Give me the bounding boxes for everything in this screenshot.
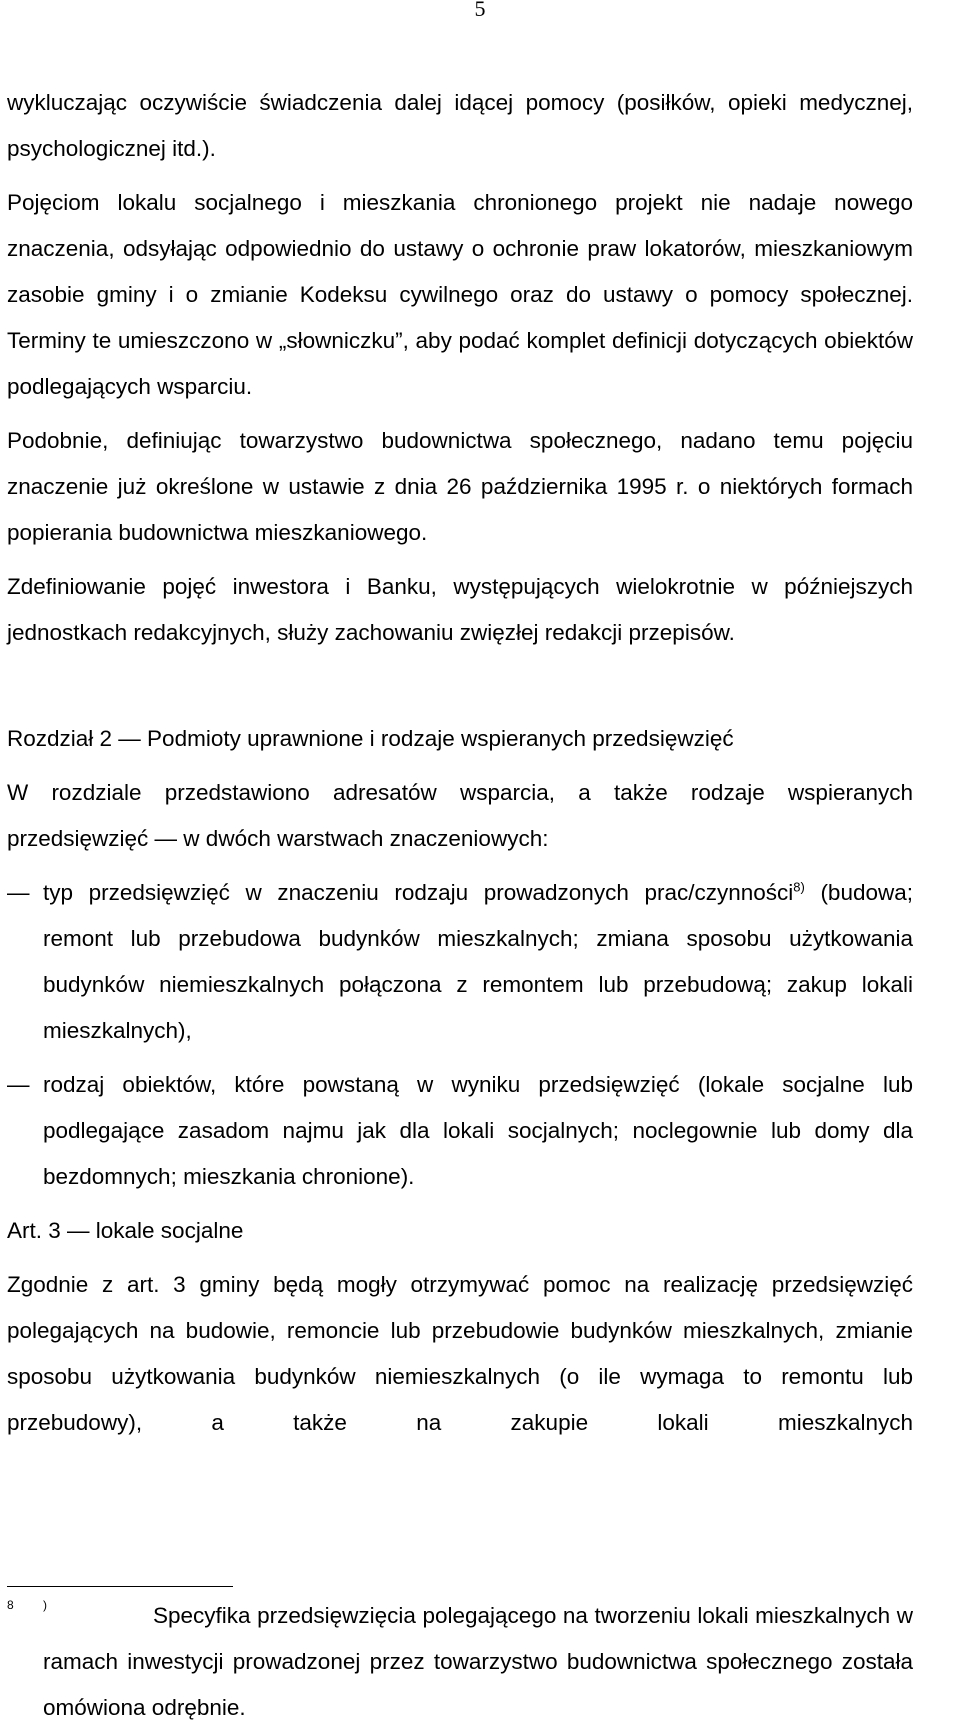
footnote-reference: 8): [793, 879, 805, 895]
footnote-separator: [7, 1586, 233, 1587]
paragraph-investor-bank: Zdefiniowanie pojęć inwestora i Banku, występujących wielokrotnie w późniejszych jednostkach redakcyjnych, służy zachowaniu zwięzłej redakcji przepisów.: [7, 574, 913, 645]
paragraph-intro-continuation: wykluczając oczywiście świadczenia dalej idącej pomocy (posiłków, opieki medycznej, psychologicznej itd.).: [7, 90, 913, 161]
list-item: [7, 1062, 913, 1200]
list-item-text: rodzaj obiektów, które powstaną w wyniku przedsięwzięć (lokale socjalne lub podlegające zasadom najmu jak dla lokali socjalnych; noclegownie lub domy dla bezdomnych; mieszkania chronione).: [43, 1072, 913, 1189]
chapter-2-heading: Rozdział 2 — Podmioty uprawnione i rodzaje wspieranych przedsięwzięć: [7, 726, 734, 751]
list-item-text: typ przedsięwzięć w znaczeniu rodzaju prowadzonych prac/czynności: [43, 880, 794, 905]
art-3-heading: Art. 3 — lokale socjalne: [7, 1218, 244, 1243]
list-item: [7, 870, 913, 1054]
footnote-number: 8: [7, 1598, 14, 1612]
chapter-2-intro: W rozdziale przedstawiono adresatów wsparcia, a także rodzaje wspieranych przedsięwzięć — w dwóch warstwach znaczeniowych:: [7, 780, 913, 851]
document-body: [7, 80, 913, 1446]
paragraph-social-premises: Pojęciom lokalu socjalnego i mieszkania chronionego projekt nie nadaje nowego znaczenia, odsyłając odpowiednio do ustawy o ochronie praw lokatorów, mieszkaniowym zasobie gminy i o zmianie Kodeksu cywilnego oraz do ustawy o pomocy społecznej. Terminy te umieszczono w „słowniczku”, aby podać komplet definicji dotyczących obiektów podlegających wsparciu.: [7, 190, 913, 399]
art-3-text: Zgodnie z art. 3 gminy będą mogły otrzymywać pomoc na realizację przedsięwzięć polegających na budowie, remoncie lub przebudowie budynków mieszkalnych, zmianie sposobu użytkowania budynków niemieszkalnych (o ile wymaga to remontu lub przebudowy), a także na zakupie lokali mieszkalnych: [7, 1272, 913, 1435]
footnote: [7, 1593, 913, 1731]
paragraph-tbs-definition: Podobnie, definiując towarzystwo budownictwa społecznego, nadano temu pojęciu znaczenie już określone w ustawie z dnia 26 października 1995 r. o niektórych formach popierania budownictwa mieszkaniowego.: [7, 428, 913, 545]
list-item-text-continued: (budowa; remont lub przebudowa budynków mieszkalnych; zmiana sposobu użytkowania budynków niemieszkalnych połączona z remontem lub przebudową; zakup lokali mieszkalnych),: [43, 880, 914, 1043]
footnote-paren: ): [43, 1598, 47, 1612]
footnote-text: Specyfika przedsięwzięcia polegającego na tworzeniu lokali mieszkalnych w ramach inwestycji prowadzonej przez towarzystwo budownictwa społecznego została omówiona odrębnie.: [43, 1603, 913, 1720]
dash-bullet: —: [7, 1072, 30, 1097]
page-number: 5: [474, 0, 486, 21]
dash-bullet: —: [7, 880, 30, 905]
